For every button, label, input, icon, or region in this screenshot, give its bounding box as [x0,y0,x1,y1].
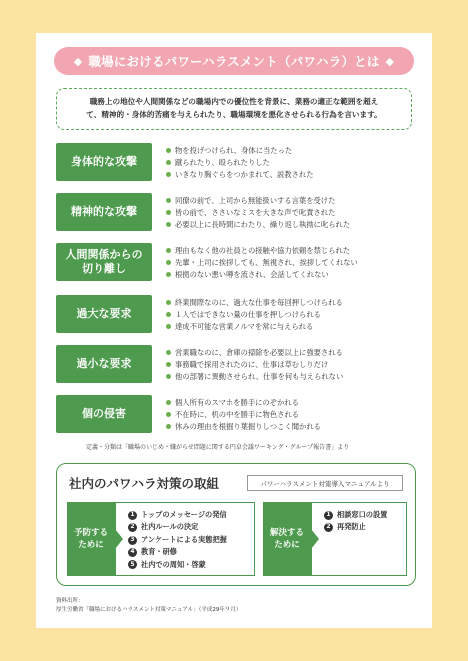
measure-item-text: 再発防止 [337,522,366,532]
number-circle-icon: 2 [324,523,333,532]
bullet-dot-icon [166,300,171,305]
number-circle-icon: 3 [128,536,137,545]
document-sheet [36,33,432,628]
bullet-dot-icon [166,198,171,203]
diamond-icon-right: ◆ [385,54,395,68]
category-label: 過大な要求 [56,295,152,333]
resolve-box [263,502,407,576]
category-items [166,245,416,281]
measure-item [128,559,254,571]
category-items [166,347,416,383]
list-item [166,219,416,231]
measure-item [128,534,254,546]
number-circle-icon: 1 [128,511,137,520]
list-item [166,157,416,169]
resolve-body [311,502,407,576]
arrow-right-icon [311,529,319,549]
list-item-text: 不在時に、机の中を勝手に物色される [175,410,300,419]
list-item-text: 事務職で採用されたのに、仕事は草むしりだけ [175,360,329,369]
list-item [166,409,416,421]
bullet-dot-icon [166,160,171,165]
list-item [166,421,416,433]
category-items [166,297,416,333]
list-item-text: 個人所有のスマホを勝手にのぞかれる [175,398,299,407]
bullet-dot-icon [166,350,171,355]
list-item-text: 他の部署に異動させられ、仕事を何も与えられない [175,372,344,381]
list-item [166,169,416,181]
measure-item [128,546,254,558]
category-label: 個の侵害 [56,395,152,433]
bullet-dot-icon [166,260,171,265]
resolve-head [263,502,311,576]
bullet-dot-icon [166,362,171,367]
source-note: 定義・分類は「職場のいじめ・嫌がらせ問題に関する円卓会議ワーキング・グループ報告書」より [86,444,350,451]
bullet-dot-icon [166,222,171,227]
measure-item-text: アンケートによる実態把握 [141,534,227,544]
prevent-box [67,502,255,576]
list-item [166,371,416,383]
page-title [54,47,414,75]
category-label: 精神的な攻撃 [56,193,152,231]
footer-source-line: 厚生労働省「職場におけるハラスメント対策マニュアル」（平成29年９月） [56,607,242,613]
brand-label: 北海道立女性プラザ [369,611,424,618]
list-item [166,397,416,409]
list-item [166,195,416,207]
measure-item [324,521,406,533]
arrow-right-icon [115,529,123,549]
list-item [166,297,416,309]
definition-box [56,88,412,130]
bullet-dot-icon [166,172,171,177]
bullet-dot-icon [166,324,171,329]
definition-line: 職務上の地位や人間関係などの職場内での優位性を背景に、業務の適正な範囲を超え [89,97,379,106]
list-item [166,347,416,359]
category-label: 人間関係からの 切り離し [56,243,152,281]
page-title-text: 職場におけるパワーハラスメント（パワハラ）とは [88,54,380,69]
manual-tag: パワーハラスメント対策導入マニュアルより [247,475,403,491]
list-item-text: 同僚の前で、上司から無能扱いする言葉を受けた [175,196,336,205]
measure-item [128,521,254,533]
resolve-head-line: 解決する [269,528,304,538]
list-item [166,359,416,371]
list-item-text: １人ではできない量の仕事を押しつけられる [175,310,321,319]
bullet-dot-icon [166,424,171,429]
list-item [166,257,416,269]
list-item-text: 根拠のない悪い噂を流され、会話してくれない [175,270,329,279]
bullet-dot-icon [166,374,171,379]
number-circle-icon: 5 [128,560,137,569]
list-item-text: いきなり胸ぐらをつかまれて、説教された [175,170,314,179]
footer-source-line: 資料出所： [56,598,84,604]
prevent-head-line: 予防する [73,528,108,538]
bullet-dot-icon [166,210,171,215]
list-item-text: 必要以上に長時間にわたり、繰り返し執拗に叱られた [175,220,351,229]
list-item-text: 皆の前で、ささいなミスを大きな声で叱責された [175,208,336,217]
diamond-icon-left: ◆ [73,54,83,68]
bullet-dot-icon [166,312,171,317]
bullet-dot-icon [166,272,171,277]
list-item-text: 先輩・上司に挨拶しても、無視され、挨拶してくれない [175,258,358,267]
list-item [166,269,416,281]
category-items [166,195,416,231]
prevent-body [115,502,255,576]
list-item-text: 理由もなく他の社員との接触や協力依頼を禁じられた [175,246,351,255]
measure-item-text: トップのメッセージの発信 [141,510,227,519]
number-circle-icon: 4 [128,548,137,557]
list-item-text: 蹴られたり、殴られたりした [175,158,270,167]
measure-item [128,509,254,521]
resolve-list [324,509,406,534]
category-label: 過小な要求 [56,345,152,383]
list-item-text: 達成不可能な営業ノルマを常に与えられる [175,322,314,331]
measures-panel [56,463,416,586]
bullet-dot-icon [166,400,171,405]
bullet-dot-icon [166,412,171,417]
category-items [166,145,416,181]
measure-item-text: 相談窓口の設置 [337,510,388,519]
number-circle-icon: 2 [128,523,137,532]
prevent-head [67,502,115,576]
bullet-dot-icon [166,148,171,153]
list-item [166,309,416,321]
footer-source [56,597,241,615]
list-item-text: 物を投げつけられ、身体に当たった [175,146,293,155]
measures-title: 社内のパワハラ対策の取組 [69,476,220,491]
list-item-text: 休みの理由を根掘り葉掘りしつこく聞かれる [175,422,321,431]
list-item [166,145,416,157]
list-item-text: 営業職なのに、倉庫の掃除を必要以上に強要される [175,348,343,357]
list-item-text: 終業間際なのに、過大な仕事を毎回押しつけられる [175,298,343,307]
resolve-head-line: ために [274,540,300,550]
measure-item-text: 社内ルールの決定 [141,522,199,532]
prevent-list [128,509,254,571]
definition-line: て、精神的・身体的苦痛を与えられたり、職場環境を悪化させられる行為を言います。 [86,110,382,119]
list-item [166,245,416,257]
category-label: 身体的な攻撃 [56,143,152,181]
category-items [166,397,416,433]
measure-item-text: 教育・研修 [141,547,177,557]
list-item [166,321,416,333]
number-circle-icon: 1 [324,511,333,520]
measure-item-text: 社内での周知・啓蒙 [141,559,206,569]
prevent-head-line: ために [78,540,104,550]
measure-item [324,509,406,521]
bullet-dot-icon [166,248,171,253]
list-item [166,207,416,219]
